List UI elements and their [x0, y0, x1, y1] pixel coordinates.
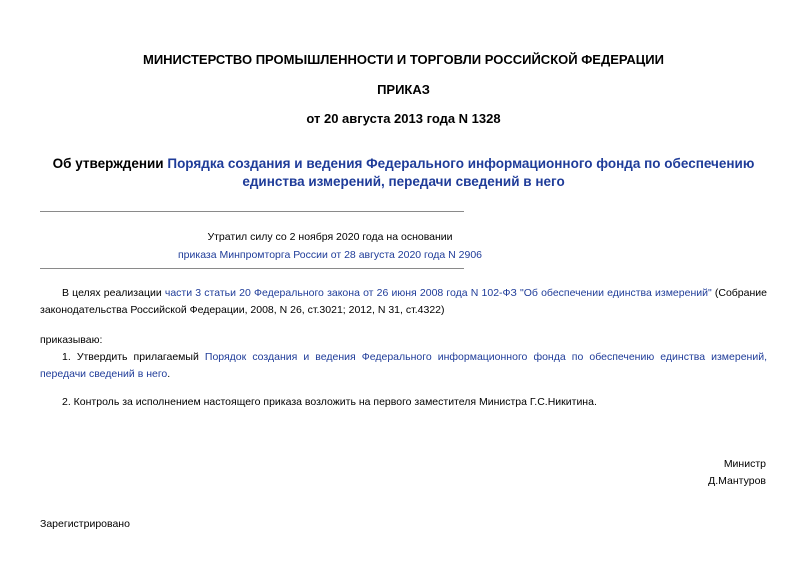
status-note-text: Утратил силу со 2 ноября 2020 года на основании: [207, 231, 453, 243]
document-title: [40, 155, 767, 191]
item-1-end: .: [167, 368, 171, 380]
order-word: приказываю:: [40, 334, 103, 346]
item-1-paragraph: [40, 349, 767, 383]
preamble-source: (Собрание законодательства Российской Федерации, 2008, N 26, ст.3021; 2012, N 31, ст.4322): [40, 287, 767, 316]
title-link-line2[interactable]: единства измерений, передачи сведений в него: [242, 174, 565, 189]
ministry-heading: МИНИСТЕРСТВО ПРОМЫШЛЕННОСТИ И ТОРГОВЛИ РОССИЙСКОЙ ФЕДЕРАЦИИ: [142, 52, 664, 67]
top-divider: [40, 211, 464, 212]
preamble-paragraph: [40, 285, 767, 319]
item-2-paragraph: 2. Контроль за исполнением настоящего приказа возложить на первого заместителя Министра Г.С.Никитина.: [62, 396, 597, 408]
title-prefix: Об утверждении: [52, 156, 168, 171]
title-link-line1[interactable]: Порядка создания и ведения Федерального информационного фонда по обеспечению: [167, 156, 755, 171]
signature-name: Д.Мантуров: [708, 475, 766, 487]
item-1-procedure-link[interactable]: Порядок создания и ведения Федерального информационного фонда по обеспечению единства измерений, передачи сведений в него: [40, 351, 767, 380]
document-type: ПРИКАЗ: [377, 82, 430, 97]
status-note: [40, 228, 620, 264]
signature-block: [708, 456, 766, 490]
registration-note: Зарегистрировано: [40, 518, 130, 530]
preamble-text: В целях реализации: [62, 287, 165, 299]
preamble-law-link[interactable]: части 3 статьи 20 Федерального закона от 26 июня 2008 года N 102-ФЗ "Об обеспечении единства измерений": [164, 287, 712, 299]
item-1-text: 1. Утвердить прилагаемый: [62, 351, 205, 363]
bottom-divider: [40, 268, 464, 269]
signature-position: Министр: [723, 458, 766, 470]
document-date: от 20 августа 2013 года N 1328: [306, 111, 501, 126]
status-note-link[interactable]: приказа Минпромторга России от 28 августа 2020 года N 2906: [178, 249, 482, 261]
